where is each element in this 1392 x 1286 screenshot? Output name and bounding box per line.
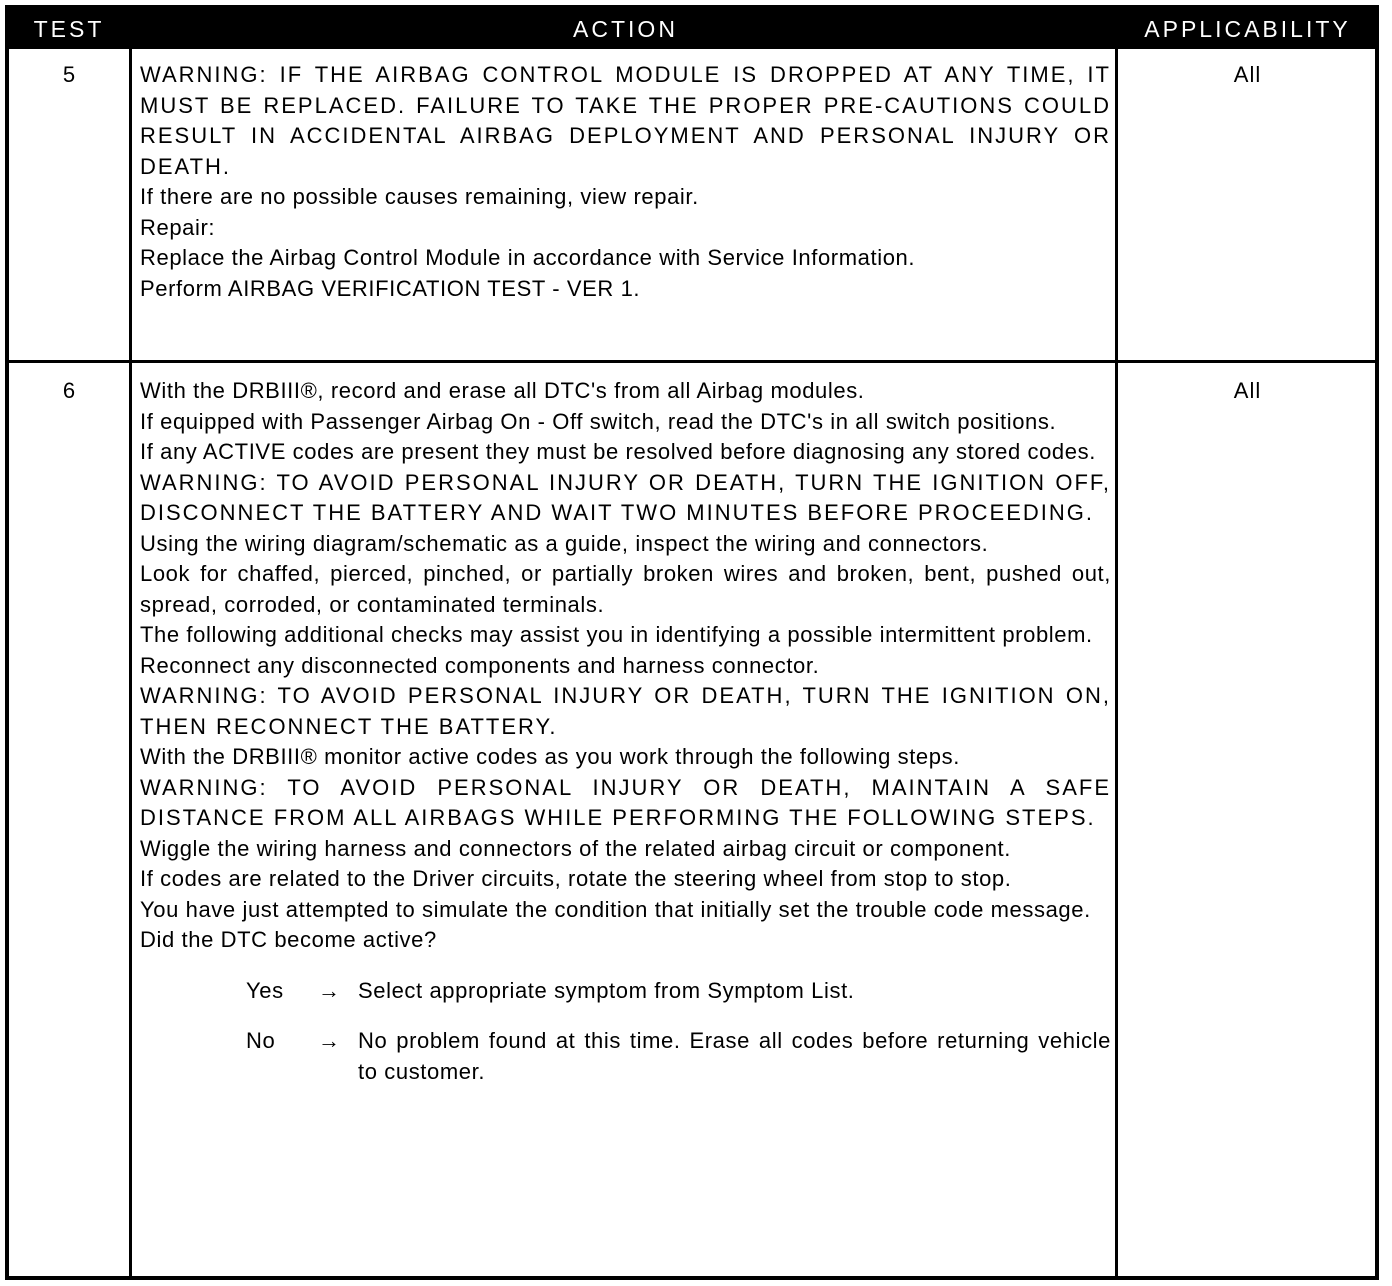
row-5-test-number: 5 xyxy=(62,62,77,87)
row-6-question: Did the DTC become active? xyxy=(140,927,437,952)
row-6-step: With the DRBIII® monitor active codes as you work through the following steps. xyxy=(140,744,960,769)
row-6-test-number: 6 xyxy=(62,378,77,403)
row-6-step: Wiggle the wiring harness and connectors of the related airbag circuit or component. xyxy=(140,835,1011,861)
row-6-warning: WARNING: TO AVOID PERSONAL INJURY OR DEATH, TURN THE IGNITION OFF, DISCONNECT THE BATTERY AND WAIT TWO MINUTES BEFORE PROCEEDING. xyxy=(140,469,1111,525)
table-header xyxy=(9,9,1375,49)
header-applicability: APPLICABILITY xyxy=(1144,16,1351,42)
row-6-warning: WARNING: TO AVOID PERSONAL INJURY OR DEATH, MAINTAIN A SAFE DISTANCE FROM ALL AIRBAGS WHILE PERFORMING THE FOLLOWING STEPS. xyxy=(140,774,1111,830)
row-6-step: The following additional checks may assist you in identifying a possible intermittent problem. xyxy=(140,622,1093,647)
column-divider-test xyxy=(129,49,132,1280)
row-divider xyxy=(9,360,1375,363)
row-6-applicability: All xyxy=(1233,378,1262,403)
header-test: TEST xyxy=(33,16,105,42)
no-text: No problem found at this time. Erase all codes before returning vehicle to customer. xyxy=(358,1028,1111,1084)
row-5-applicability: All xyxy=(1233,62,1262,87)
arrow-right-icon: → xyxy=(318,977,341,1003)
row-6-step: Reconnect any disconnected components and harness connector. xyxy=(140,652,820,678)
row-6-step: If any ACTIVE codes are present they must be resolved before diagnosing any stored codes. xyxy=(140,439,1096,464)
yes-text: Select appropriate symptom from Symptom List. xyxy=(358,977,855,1003)
row-5-text: If there are no possible causes remaining, view repair. xyxy=(140,184,699,209)
repair-step-1: Replace the Airbag Control Module in accordance with Service Information. xyxy=(140,245,916,270)
no-label: No xyxy=(246,1028,276,1053)
row-5-warning: WARNING: IF THE AIRBAG CONTROL MODULE IS DROPPED AT ANY TIME, IT MUST BE REPLACED. FAILURE TO TAKE THE PROPER PRE-CAUTIONS COULD RESULT IN ACCIDENTAL AIRBAG DEPLOYMENT AND PERSONAL INJURY OR DEATH. xyxy=(140,62,1111,179)
row-6-step: With the DRBIII®, record and erase all DTC's from all Airbag modules. xyxy=(140,378,865,403)
repair-step-2: Perform AIRBAG VERIFICATION TEST - VER 1. xyxy=(140,275,641,301)
header-action: ACTION xyxy=(573,16,678,42)
row-6-warning: WARNING: TO AVOID PERSONAL INJURY OR DEATH, TURN THE IGNITION ON, THEN RECONNECT THE BATTERY. xyxy=(140,683,1111,739)
repair-label: Repair: xyxy=(140,214,216,240)
answer-yes xyxy=(140,976,1111,1007)
row-6-step: If equipped with Passenger Airbag On - Off switch, read the DTC's in all switch positions. xyxy=(140,408,1057,434)
diagnostic-table xyxy=(5,5,1379,1280)
yes-label: Yes xyxy=(246,977,284,1003)
column-divider-applicability xyxy=(1115,49,1118,1280)
row-6-step: Using the wiring diagram/schematic as a guide, inspect the wiring and connectors. xyxy=(140,530,989,556)
arrow-right-icon: → xyxy=(318,1028,341,1053)
row-6-step: You have just attempted to simulate the condition that initially set the trouble code message. xyxy=(140,896,1091,922)
row-5-action xyxy=(140,60,1111,304)
row-6-step: Look for chaffed, pierced, pinched, or partially broken wires and broken, bent, pushed out, spread, corroded, or contaminated terminals. xyxy=(140,561,1111,617)
row-6-action xyxy=(140,376,1111,1087)
answer-no xyxy=(140,1026,1111,1087)
row-6-step: If codes are related to the Driver circuits, rotate the steering wheel from stop to stop. xyxy=(140,866,1012,891)
